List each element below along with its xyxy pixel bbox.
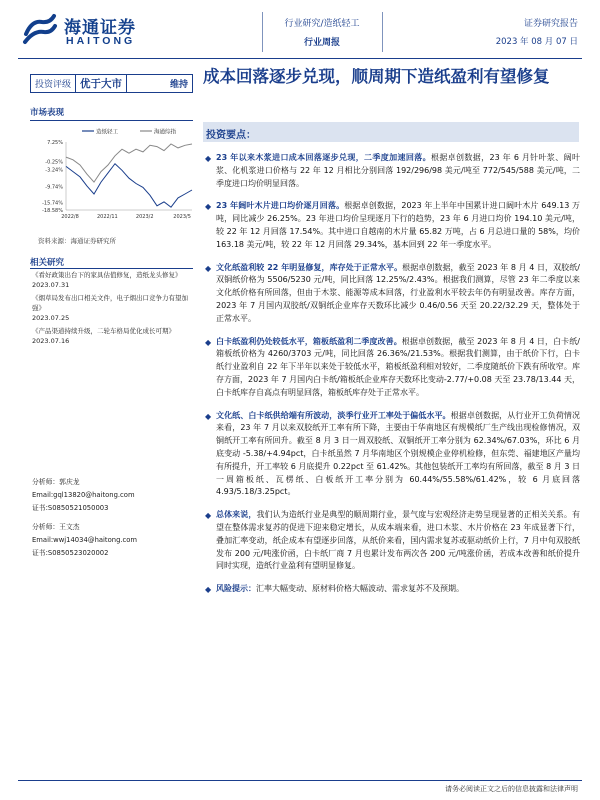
analyst-certificate: 证书:S0850523020002 xyxy=(32,549,109,557)
key-point-body: 根据卓创数据，2023 年上半年中国累计进口阔叶木片 649.13 万吨，同比减少 26.25%。23 年进口均价呈现逐月下行的趋势，23 年 6 月进口均价 194.10 美元/吨，较 22 年 12 月回落 17.54%。其中进口自越南的木片量 65.82 万吨，占 6 月总进口量的 58%，均价 163.18 美元/吨，较 22 年 12 月回落 29.34%，基本回到 22 年一季度水平。 xyxy=(216,201,580,249)
key-point-body: 我们认为造纸行业是典型的顺周期行业，景气度与宏观经济走势呈现显著的正相关关系。有望在整体需求复苏的促进下迎来稳定增长，从成本端来看，进口木浆、木片价格在 23 年成显著下行，叠加汇率变动，纸企成本有望逐步回落，从纸价来看，国内需求复苏或驱动纸价上行，7 月中旬双胶纸发布 200 元/吨涨价函，白卡纸厂商 7 月也累计发布两次各 200 元/吨涨价函，若成本改善和纸价提升同时实现，造纸行业盈利有望明显修复。 xyxy=(216,510,581,571)
legend-label: 海通综指 xyxy=(154,129,177,136)
report-type: 行业周报 xyxy=(303,38,340,48)
chart-source: 资料来源：海通证券研究所 xyxy=(38,237,116,245)
related-item[interactable] xyxy=(32,270,192,290)
report-title: 成本回落逐步兑现，顺周期下造纸盈利有望修复 xyxy=(203,67,550,86)
diamond-bullet-icon: ◆ xyxy=(205,202,212,212)
industry-category: 行业研究/造纸轻工 xyxy=(284,19,360,29)
related-date: 2023.07.31 xyxy=(32,281,70,289)
key-point xyxy=(205,336,580,400)
key-point-body: 根据卓创数据，截至 2023 年 8 月 4 日，双胶纸/双铜纸价格为 5506/5230 元/吨，同比回落 12.25%/2.43%。根据我们测算，尽管 23 年二季度以来文化纸价格有所回落，但由于木浆、能源等成本回落，行业盈利水平较去年仍有明显改善。库存方面，2023 年 7 月国内双胶纸/双铜纸企业库存天数环比减少 0.46/0.56 天至 20.22/32.29 天，整体处于正常水平。 xyxy=(216,262,580,323)
related-date: 2023.07.16 xyxy=(32,337,70,345)
related-title: 《看好政策出台下的家具估值修复，造纸龙头修复》 xyxy=(32,271,182,279)
related-heading-rule xyxy=(30,268,193,269)
diamond-bullet-icon: ◆ xyxy=(205,263,212,273)
series-line xyxy=(66,144,192,182)
diamond-bullet-icon: ◆ xyxy=(205,585,212,595)
analyst-name: 分析师：王文杰 xyxy=(32,523,80,531)
haitong-logo-icon xyxy=(22,12,58,46)
logo-chinese-name: 海通证券 xyxy=(64,18,136,38)
key-point xyxy=(205,583,580,596)
report-kind: 证券研究报告 xyxy=(523,19,578,29)
header-rule xyxy=(18,58,582,59)
analyst-certificate: 证书:S0850521050003 xyxy=(32,504,109,512)
key-points-list xyxy=(205,152,581,606)
rating-label: 投资评级 xyxy=(35,80,72,90)
key-point-body: 根据卓创数据，从行业开工负荷情况来看，23 年 7 月以来双胶纸开工率有所下降，主要由于华南地区有规模纸厂生产线出现检修情况，双铜纸开工率有所回升。截至 8 月 3 日一周双胶纸、双铜纸开工率分别为 62.34%/67.03%，环比 6 月底变动 -5.38/+4.94pct，白卡纸虽然 7 月华南地区个别规模企业停机检修，但东莞、福建地区产量均有所提升，开工率较 6 月底提升 0.22pct 至 61.42%。其他包装纸开工率均有所回落，截至 8 月 3 日一周箱板纸、瓦楞纸、白板纸开工率分别为 60.44%/55.58%/61.42%，较 6 月底回落 4.93/5.18/3.25pct。 xyxy=(216,410,581,497)
diamond-bullet-icon: ◆ xyxy=(205,511,212,521)
related-research-list xyxy=(32,270,192,349)
key-point-lead: 23 年阔叶木片进口均价逐月回落。 xyxy=(216,201,345,211)
series-line xyxy=(66,164,192,208)
x-tick-label: 2022/11 xyxy=(96,214,118,220)
header-divider-right xyxy=(382,12,383,52)
footer-rule xyxy=(18,780,582,781)
y-tick-label: -18.58% xyxy=(42,208,63,214)
key-points-title: 投资要点： xyxy=(206,130,256,141)
market-performance-chart xyxy=(30,124,198,226)
market-performance-heading: 市场表现 xyxy=(30,108,65,118)
diamond-bullet-icon: ◆ xyxy=(205,337,212,347)
y-tick-label: 7.25% xyxy=(47,140,63,146)
key-point-lead: 风险提示： xyxy=(216,584,256,594)
related-item[interactable] xyxy=(32,326,192,346)
key-points-banner xyxy=(203,122,579,142)
key-point-lead: 白卡纸盈利仍处较低水平，箱板纸盈利二季度改善。 xyxy=(216,336,402,346)
investment-rating xyxy=(30,74,193,93)
diamond-bullet-icon: ◆ xyxy=(205,411,212,421)
key-point-body: 根据卓创数据，截至 2023 年 8 月 4 日，白卡纸/箱板纸价格为 4260/3703 元/吨，同比回落 26.36%/21.53%。根据我们测算，由于纸价下行，白卡纸行业盈利自 22 年下半年以来处于较低水平，箱板纸盈利相对较好，二季度随纸价下跌有所收窄。库存方面，2023 年 7 月国内白卡纸/箱板纸企业库存天数环比变动-2.77/+0.08 天至 23.78/13.44 天，白卡纸库存自高点有明显回落，箱板纸库存处于正常水平。 xyxy=(216,336,580,397)
x-tick-label: 2023/5 xyxy=(173,214,191,220)
key-point xyxy=(205,152,580,190)
analyst-card xyxy=(32,476,192,515)
legend-label: 造纸轻工 xyxy=(96,129,119,136)
report-date: 2023 年 08 月 07 日 xyxy=(495,37,578,47)
related-title: 《产品渠道持续升级，二轮车格局优化成长可期》 xyxy=(32,327,175,335)
related-date: 2023.07.25 xyxy=(32,314,70,322)
logo-english-name: HAITONG xyxy=(66,35,136,47)
x-tick-label: 2023/2 xyxy=(135,214,154,220)
y-tick-label: -3.24% xyxy=(45,167,63,174)
key-point-body: 根据卓创数据，23 年 6 月针叶浆、阔叶浆、化机浆进口价格与 22 年 12 月相比分别回落 192/296/98 美元/吨至 772/545/588 美元/吨，二季度进口均价明显回落。 xyxy=(216,153,580,188)
key-point xyxy=(205,509,581,573)
y-tick-label: -15.74% xyxy=(42,200,63,207)
key-point-lead: 文化纸、白卡纸供给端有所波动，淡季行业开工率处于偏低水平。 xyxy=(216,410,451,420)
key-point xyxy=(205,410,581,500)
y-tick-label: -0.25% xyxy=(45,159,63,166)
rating-value: 优于大市 xyxy=(75,75,127,92)
key-point xyxy=(205,200,580,251)
disclosure-note: 请务必阅读正文之后的信息披露和法律声明 xyxy=(445,785,578,793)
related-item[interactable] xyxy=(32,293,192,323)
key-point-lead: 总体来说， xyxy=(216,510,257,520)
key-point xyxy=(205,262,580,326)
rating-action: 维持 xyxy=(169,80,188,90)
analyst-card xyxy=(32,521,192,560)
analyst-email[interactable]: Email:gql13820@haitong.com xyxy=(32,491,135,499)
key-point-lead: 23 年以来木浆进口成本回落逐步兑现，二季度加速回落。 xyxy=(216,153,431,162)
analyst-name: 分析师：郭庆龙 xyxy=(32,478,80,486)
y-tick-label: -9.74% xyxy=(45,184,63,191)
analyst-email[interactable]: Email:wwj14034@haitong.com xyxy=(32,536,138,544)
haitong-logo xyxy=(22,10,172,50)
related-title: 《烟草局发布出口相关文件，电子烟出口竞争力有望加强》 xyxy=(32,294,188,312)
market-chart-svg xyxy=(30,124,198,226)
analyst-list xyxy=(32,476,192,566)
x-tick-label: 2022/8 xyxy=(61,214,79,220)
diamond-bullet-icon: ◆ xyxy=(205,154,212,163)
key-point-body: 汇率大幅变动、原材料价格大幅波动、需求复苏不及预期。 xyxy=(256,584,464,594)
related-research-heading: 相关研究 xyxy=(30,258,65,268)
key-point-lead: 文化纸盈利较 22 年明显修复，库存处于正常水平。 xyxy=(216,262,403,272)
market-heading-rule xyxy=(30,120,193,121)
